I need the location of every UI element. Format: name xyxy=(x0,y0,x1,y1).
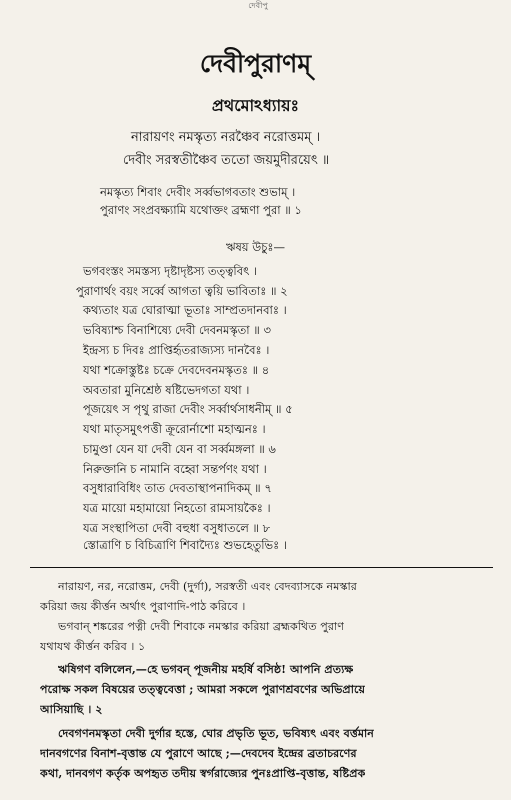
invocation-line-1: নারায়ণং নমস্কৃত্য নরঞ্চৈব নরোত্তমম্ । xyxy=(131,130,321,145)
verse-line: ইন্দ্রস্য চ দিবঃ প্রাপ্তির্হৃতরাজ্যস্য দানবৈঃ । xyxy=(83,343,270,357)
opening-verse-line: নমস্কৃত্য শিবাং দেবীং সর্ব্বভাগবতাং শুভাম্ । xyxy=(100,185,296,199)
chapter-heading: প্রথমোঽধ্যায়ঃ xyxy=(211,96,300,115)
verse-line: যথা মাতৃসমুৎপত্তী ক্রূরোর্নাশো মহাত্মনঃ । xyxy=(83,422,266,436)
verse-line: ভবিষ্যাশ্চ বিনাশিষ্যে দেবী দেবনমস্কৃতা ॥ ৩ xyxy=(83,323,271,337)
page-title: দেবীপুরাণম্ xyxy=(199,49,312,78)
verse-line: অবতারা মুনিশ্রেষ্ঠ ষষ্টিভেদগতা যথা । xyxy=(83,383,250,397)
translation-line: নারায়ণ, নর, নরোত্তম, দেবী (দুর্গা), সরস্বতী এবং বেদব্যাসকে নমস্কার xyxy=(58,580,357,593)
verse-line: যত্র মায়ো মহামায়ো নিহতো রামসায়কৈঃ । xyxy=(83,501,271,515)
translation-line: দেবগণনমস্কৃতা দেবী দুর্গার হস্তে, ঘোর প্রভৃতি ভূত, ভবিষ্যৎ এবং বর্ত্তমান xyxy=(58,726,374,740)
verse-line: বসুধারাবিধিং তাত দেবতাস্থাপনাদিকম্ ॥ ৭ xyxy=(83,481,272,495)
sages-spoke-heading: ঋষয় উচুঃ— xyxy=(225,240,286,254)
translation-line: যথাযথ কীর্ত্তন করিব । ১ xyxy=(40,640,146,653)
translation-line: করিয়া জয় কীর্ত্তন অর্থাৎ পুরাণাদি-পাঠ করিবে । xyxy=(40,600,246,613)
translation-line: কথা, দানবগণ কর্তৃক অপহৃত তদীয় স্বর্গরাজ্যের পুনঃপ্রাপ্তি-বৃত্তান্ত, ষষ্টিপ্রক xyxy=(40,766,366,780)
verse-line: চামুণ্ডা যেন যা দেবী যেন বা সর্ব্বমঙ্গলা ॥ ৬ xyxy=(83,442,276,456)
translation-line: আসিয়াছি । ২ xyxy=(40,702,103,716)
translation-line: পরোক্ষ সকল বিষয়ের তত্ত্ববেত্তা ; আমরা সকলে পুরাণশ্রবণের অভিপ্রায়ে xyxy=(40,682,366,696)
invocation-line-2: দেবীং সরস্বতীঞ্চৈব ততো জয়মুদীরয়েৎ ॥ xyxy=(123,153,330,168)
verse-line: স্তোত্রাণি চ বিচিত্রাণি শিবাদ্যৈঃ শুভহেতুভিঃ । xyxy=(83,538,288,552)
section-divider xyxy=(30,567,493,568)
verse-line: নিরুক্তানি চ নামানি বহ্বো সন্তর্পণং যথা । xyxy=(83,462,267,476)
verse-line: যত্র সংস্থাপিতা দেবী বহুধা বসুধাতলে ॥ ৮ xyxy=(83,521,271,535)
translation-line: দানবগণের বিনাশ-বৃত্তান্ত যে পুরাণে আছে ;—দেবদেব ইন্দ্রের ব্রতাচরণের xyxy=(40,746,357,760)
translation-line: ঋষিগণ বলিলেন,—হে ভগবন্ পূজনীয় মহর্ষি বসিষ্ঠ! আপনি প্রত্যক্ষ xyxy=(58,662,354,676)
verse-line: কথ্যতাং যত্র ঘোরাত্মা ভূতাঃ সাম্প্রতদানবাঃ । xyxy=(83,303,287,317)
verse-line: পূজয়েৎ স পৃথু রাজা দেবীং সর্ব্বার্থসাধনীম্ ॥ ৫ xyxy=(83,402,293,416)
translation-line: ভগবান্ শঙ্করের পত্নী দেবী শিবাকে নমস্কার করিয়া ব্রহ্মকথিত পুরাণ xyxy=(58,620,344,633)
verse-line: পুরাণার্থং বয়ং সর্ব্বে আগতা ত্বয়ি ভাবিতাঃ ॥ ২ xyxy=(76,284,288,298)
page-mark: দেবীপু xyxy=(248,1,268,10)
verse-line: ভগবংস্তং সমস্তস্য দৃষ্টাদৃষ্টস্য তত্ত্ববিৎ । xyxy=(83,264,258,278)
opening-verse-line: পুরাণং সংপ্রবক্ষ্যামি যথোক্তং ব্রহ্মণা পুরা ॥ ১ xyxy=(100,203,302,217)
verse-line: যথা শক্রোস্তুষ্টঃ চক্রে দেবদেবনমস্কৃতঃ ॥ ৪ xyxy=(83,363,270,377)
